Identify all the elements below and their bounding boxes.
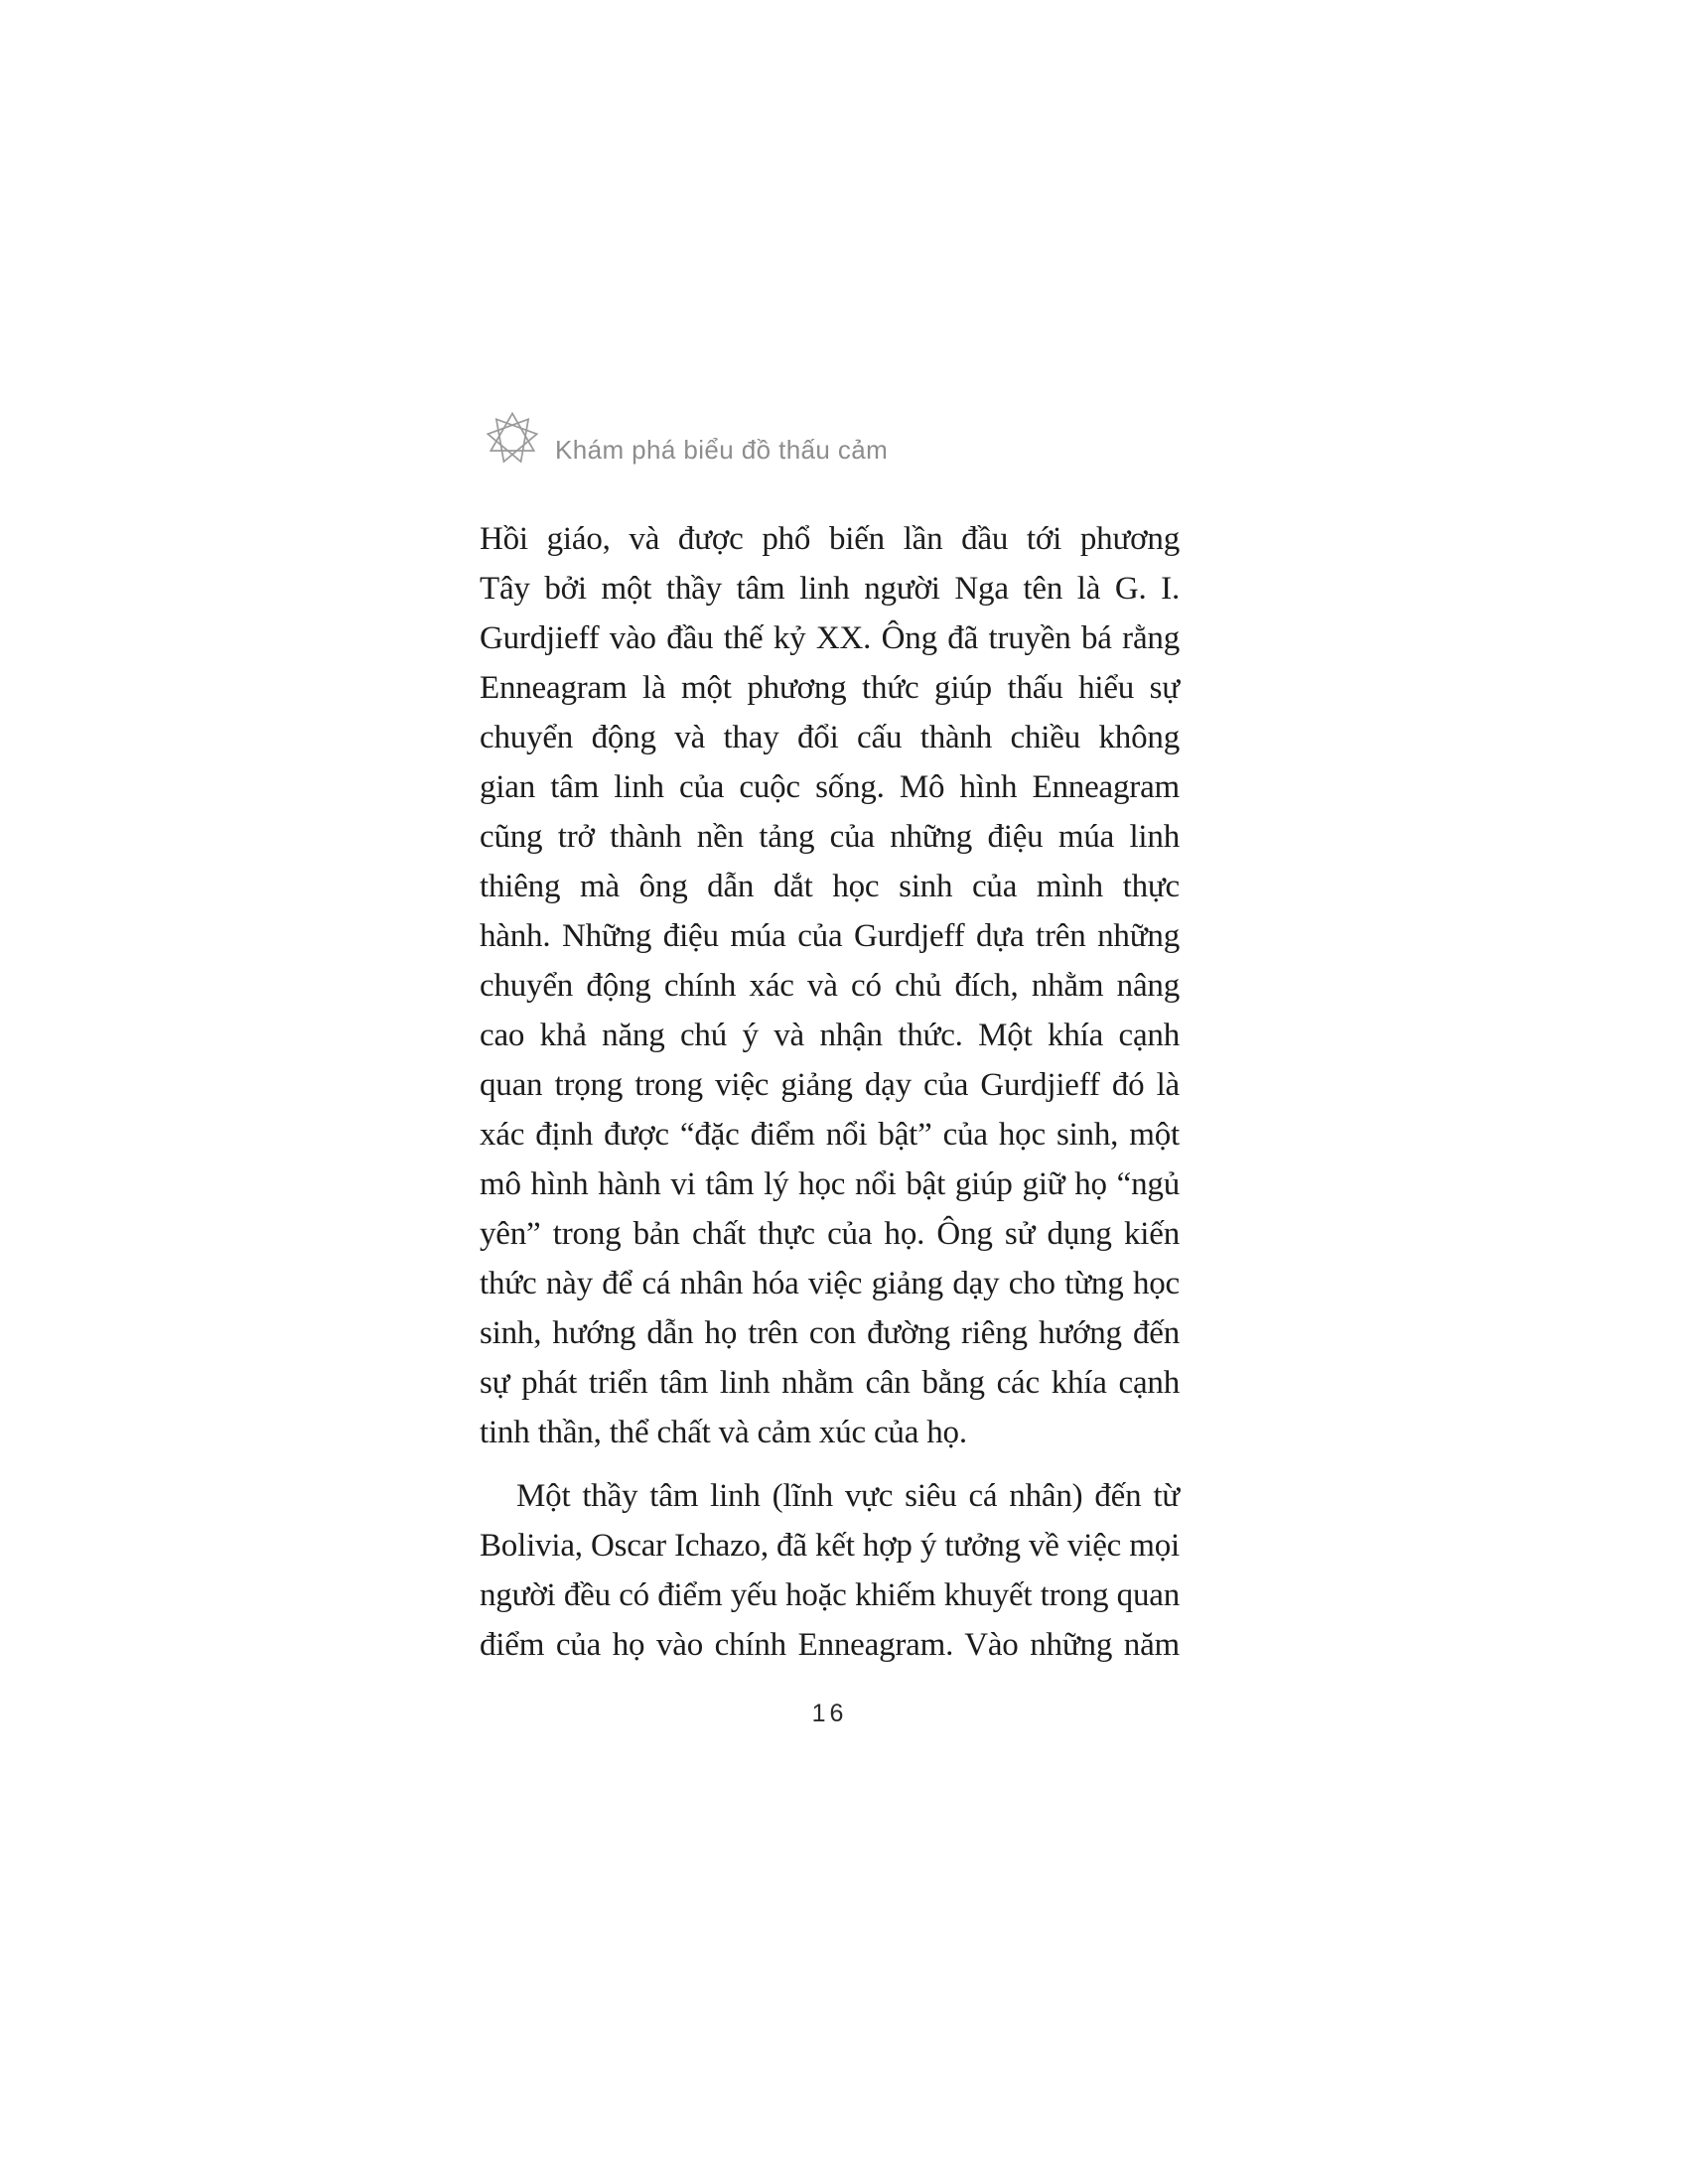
text-line: xác định được “đặc điểm nổi bật” của học sinh, một <box>480 1117 1180 1153</box>
body-text-column <box>480 514 1180 1670</box>
text-line: người đều có điểm yếu hoặc khiếm khuyết trong quan <box>480 1577 1180 1613</box>
text-line: yên” trong bản chất thực của họ. Ông sử dụng kiến <box>480 1216 1180 1252</box>
text-line: quan trọng trong việc giảng dạy của Gurdjieff đó là <box>480 1067 1180 1103</box>
text-line: chuyển động chính xác và có chủ đích, nhằm nâng <box>480 968 1180 1004</box>
text-line: cao khả năng chú ý và nhận thức. Một khía cạnh <box>480 1018 1180 1053</box>
text-line: gian tâm linh của cuộc sống. Mô hình Enneagram <box>480 769 1180 805</box>
page-number: 16 <box>811 1700 848 1727</box>
text-line: thức này để cá nhân hóa việc giảng dạy cho từng học <box>480 1266 1180 1301</box>
paragraph <box>480 514 1180 1457</box>
text-line: Hồi giáo, và được phổ biến lần đầu tới phương <box>480 521 1180 557</box>
text-line: Gurdjieff vào đầu thế kỷ XX. Ông đã truyền bá rằng <box>480 620 1180 656</box>
paragraph <box>480 1471 1180 1670</box>
text-line: Tây bởi một thầy tâm linh người Nga tên là G. I. <box>480 571 1180 607</box>
text-line: mô hình hành vi tâm lý học nổi bật giúp giữ họ “ngủ <box>480 1166 1180 1202</box>
running-header-title: Khám phá biểu đồ thấu cảm <box>555 435 889 465</box>
text-line: tinh thần, thể chất và cảm xúc của họ. <box>480 1415 967 1450</box>
text-line: Enneagram là một phương thức giúp thấu hiểu sự <box>480 670 1180 706</box>
text-line: Một thầy tâm linh (lĩnh vực siêu cá nhân) đến từ <box>516 1478 1180 1514</box>
text-line: Bolivia, Oscar Ichazo, đã kết hợp ý tưởng về việc mọi <box>480 1528 1180 1564</box>
text-line: cũng trở thành nền tảng của những điệu múa linh <box>480 819 1180 855</box>
text-line: sự phát triển tâm linh nhằm cân bằng các khía cạnh <box>480 1365 1180 1401</box>
text-line: thiêng mà ông dẫn dắt học sinh của mình thực <box>480 869 1180 904</box>
text-line: sinh, hướng dẫn họ trên con đường riêng hướng đến <box>480 1315 1180 1351</box>
running-header <box>486 410 888 467</box>
text-line: chuyển động và thay đổi cấu thành chiều không <box>480 720 1180 755</box>
text-line: hành. Những điệu múa của Gurdjeff dựa trên những <box>480 918 1180 954</box>
enneagram-icon <box>486 410 539 467</box>
text-line: điểm của họ vào chính Enneagram. Vào những năm <box>480 1627 1180 1663</box>
